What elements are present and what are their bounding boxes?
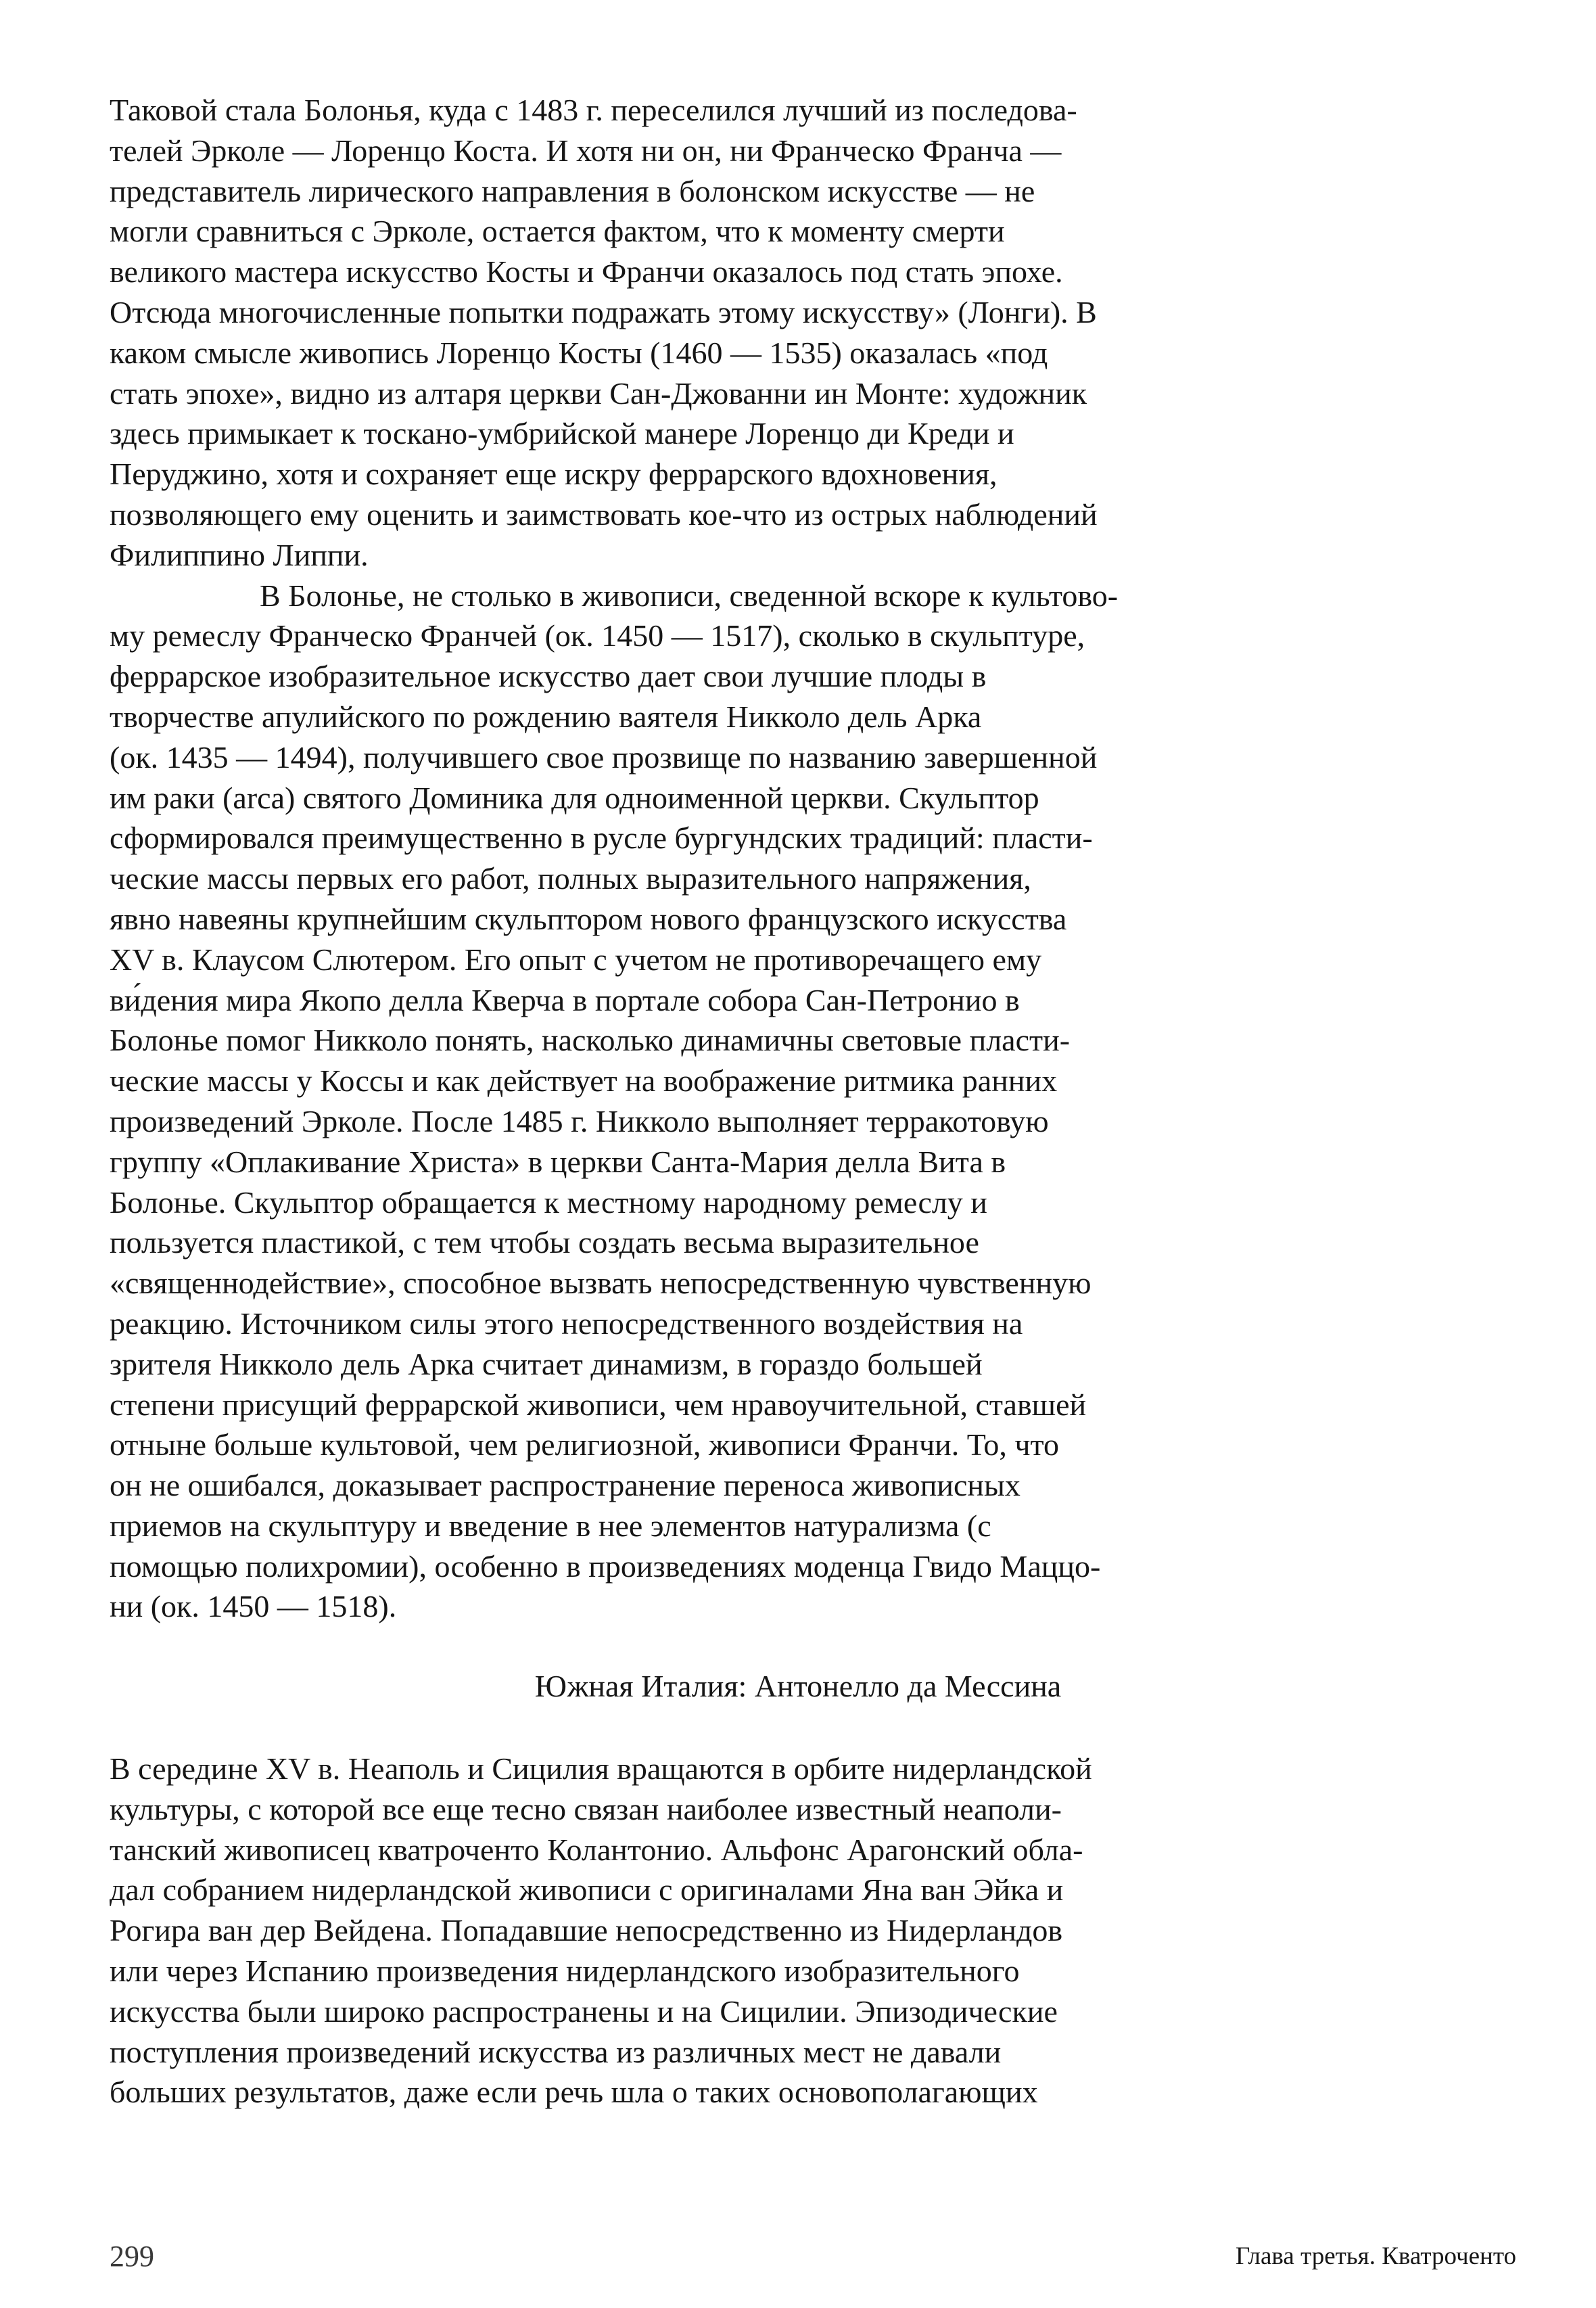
text-line: дал собранием нидерландской живописи с оригиналами Яна ван Эйка и xyxy=(110,1872,1064,1908)
text-line: пользуется пластикой, с тем чтобы создать весьма выразительное xyxy=(110,1225,979,1260)
text-line: Болонье помог Никколо понять, насколько динамичны световые пласти- xyxy=(110,1023,1071,1058)
text-line: великого мастера искусство Косты и Франчи оказалось под стать эпохе. xyxy=(110,254,1063,290)
text-line: приемов на скульптуру и введение в нее элементов натурализма (с xyxy=(110,1508,991,1543)
text-line: «священнодействие», способное вызвать непосредственную чувственную xyxy=(110,1266,1092,1301)
text-line: (ок. 1435 — 1494), получившего свое прозвище по названию завершенной xyxy=(110,739,1098,775)
running-head: Глава третья. Кватроченто xyxy=(1235,2242,1516,2270)
page-number: 299 xyxy=(110,2240,154,2273)
text-line: представитель лирического направления в болонском искусстве — не xyxy=(110,173,1035,208)
text-line: больших результатов, даже если речь шла о таких основополагающих xyxy=(110,2075,1038,2110)
text-line: им раки (arca) святого Доминика для одноименной церкви. Скульптор xyxy=(110,780,1039,815)
text-line: телей Эрколе — Лоренцо Коста. И хотя ни он, ни Франческо Франча — xyxy=(110,133,1062,168)
text-line: Рогира ван дер Вейдена. Попадавшие непосредственно из Нидерландов xyxy=(110,1913,1063,1948)
text-line: ческие массы у Коссы и как действует на воображение ритмика ранних xyxy=(110,1063,1058,1099)
text-line: искусства были широко распространены и на Сицилии. Эпизодические xyxy=(110,1993,1058,2029)
text-line: сформировался преимущественно в русле бургундских традиций: пласти- xyxy=(110,821,1093,856)
text-line: Отсюда многочисленные попытки подражать этому искусству» (Лонги). В xyxy=(110,294,1097,329)
text-line: группу «Оплакивание Христа» в церкви Санта-Мария делла Вита в xyxy=(110,1144,1006,1179)
text-line: Болонье. Скульптор обращается к местному народному ремеслу и xyxy=(110,1184,987,1220)
text-line: Филиппино Липпи. xyxy=(110,537,369,572)
text-line: каком смысле живопись Лоренцо Косты (1460 — 1535) оказалась «под xyxy=(110,335,1048,370)
text-line: ческие массы первых его работ, полных выразительного напряжения, xyxy=(110,861,1031,896)
text-line: ви́дения мира Якопо делла Кверча в портале собора Сан-Петронио в xyxy=(110,982,1020,1017)
text-line: произведений Эрколе. После 1485 г. Никколо выполняет терракотовую xyxy=(110,1103,1049,1138)
text-line: Таковой стала Болонья, куда с 1483 г. переселился лучший из последова- xyxy=(110,93,1077,127)
text-line: явно навеяны крупнейшим скульптором нового французского искусства xyxy=(110,901,1067,936)
text-line: XV в. Клаусом Слютером. Его опыт с учетом не противоречащего ему xyxy=(110,942,1042,977)
text-line: помощью полихромии), особенно в произведениях моденца Гвидо Маццо- xyxy=(110,1548,1101,1584)
section-heading: Южная Италия: Антонелло да Мессина xyxy=(534,1669,1062,1703)
main-text-block xyxy=(110,90,1435,1627)
text-line: культуры, с которой все еще тесно связан наиболее известный неаполи- xyxy=(110,1791,1062,1826)
text-line: здесь примыкает к тоскано-умбрийской манере Лоренцо ди Креди и xyxy=(110,416,1014,451)
text-line: степени присущий феррарской живописи, чем нравоучительной, ставшей xyxy=(110,1387,1087,1422)
text-line: могли сравниться с Эрколе, остается фактом, что к моменту смерти xyxy=(110,214,1005,249)
text-line: Перуджино, хотя и сохраняет еще искру феррарского вдохновения, xyxy=(110,457,998,492)
text-line: танский живописец кватроченто Колантонио. Альфонс Арагонский обла- xyxy=(110,1832,1083,1867)
text-line: или через Испанию произведения нидерландского изобразительного xyxy=(110,1953,1020,1988)
text-line: феррарское изобразительное искусство дает свои лучшие плоды в xyxy=(110,659,987,694)
text-line: реакцию. Источником силы этого непосредственного воздействия на xyxy=(110,1306,1023,1341)
text-line: творчестве апулийского по рождению ваятеля Никколо дель Арка xyxy=(110,699,982,734)
text-line: позволяющего ему оценить и заимствовать кое-что из острых наблюдений xyxy=(110,497,1098,532)
section-text-block xyxy=(110,1749,1435,2113)
text-line: В середине XV в. Неаполь и Сицилия вращаются в орбите нидерландской xyxy=(110,1751,1092,1786)
text-line: му ремеслу Франческо Франчей (ок. 1450 — 1517), сколько в скульптуре, xyxy=(110,618,1085,653)
text-line: отныне больше культовой, чем религиозной, живописи Франчи. То, что xyxy=(110,1427,1060,1462)
text-line: ни (ок. 1450 — 1518). xyxy=(110,1589,397,1624)
text-line: зрителя Никколо дель Арка считает динамизм, в гораздо большей xyxy=(110,1346,983,1381)
text-line: поступления произведений искусства из различных мест не давали xyxy=(110,2034,1002,2069)
text-line: он не ошибался, доказывает распространение переноса живописных xyxy=(110,1468,1020,1503)
paragraph-first-line: В Болонье, не столько в живописи, сведенной вскоре к культово- xyxy=(260,578,1119,613)
text-line: стать эпохе», видно из алтаря церкви Сан-Джованни ин Монте: художник xyxy=(110,375,1087,411)
